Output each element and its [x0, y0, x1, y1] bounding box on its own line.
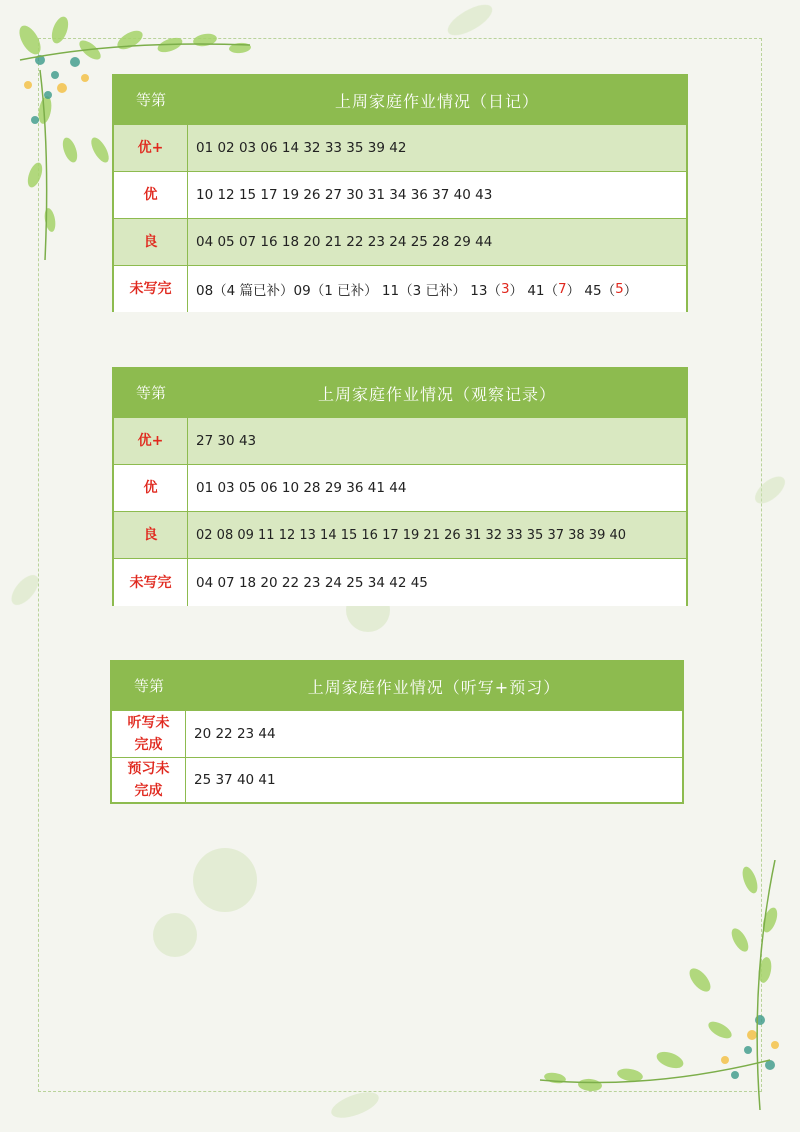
- student-numbers: 02 08 09 11 12 13 14 15 16 17 19 21 26 31 32 33 35 37 38 39 40: [196, 527, 627, 543]
- grade-label-line: 听写未: [127, 715, 170, 731]
- value-segment-red: 5: [615, 281, 624, 297]
- table-title: 上周家庭作业情况（听写+预习）: [307, 677, 561, 697]
- grade-label-line: 预习未: [127, 761, 170, 777]
- value-segment: ） 45（: [566, 283, 616, 299]
- student-numbers: 04 07 18 20 22 23 24 25 34 42 45: [196, 574, 428, 591]
- grade-label: 优+: [114, 418, 188, 464]
- value-segment-red: 3: [500, 281, 510, 297]
- student-numbers: [188, 266, 686, 312]
- table-header: [114, 76, 686, 124]
- table-title: 上周家庭作业情况（观察记录）: [317, 384, 556, 404]
- table-row: [114, 171, 686, 218]
- table-header: [114, 369, 686, 417]
- table-row: [112, 757, 682, 802]
- table-row: [112, 710, 682, 757]
- observation-homework-table: [112, 367, 688, 606]
- table-title: 上周家庭作业情况（日记）: [334, 91, 539, 111]
- table-row: [114, 511, 686, 558]
- grade-label: 优+: [114, 125, 188, 171]
- grade-label-line: 完成: [134, 737, 163, 753]
- table-header: [112, 662, 682, 710]
- dictation-preview-table: [110, 660, 684, 804]
- diary-homework-table: [112, 74, 688, 312]
- value-segment: 08（4 篇已补）09（1 已补） 11（3 已补） 13（: [196, 283, 501, 299]
- grade-label: [112, 758, 186, 802]
- table-row: [114, 124, 686, 171]
- student-numbers: 20 22 23 44: [194, 726, 276, 742]
- grade-label: 优: [114, 465, 188, 511]
- value-segment-red: 7: [558, 281, 567, 297]
- table-row: [114, 218, 686, 265]
- value-segment: ）: [623, 283, 638, 299]
- grade-label: [112, 711, 186, 757]
- table-row: [114, 265, 686, 312]
- student-numbers: 04 05 07 16 18 20 21 22 23 24 25 28 29 44: [196, 234, 493, 250]
- grade-label: 优: [114, 172, 188, 218]
- table-row: [114, 464, 686, 511]
- value-segment: ） 41（: [509, 283, 559, 299]
- grade-label-line: 完成: [134, 783, 163, 799]
- grade-label: 良: [114, 512, 188, 558]
- student-numbers: 01 03 05 06 10 28 29 36 41 44: [196, 480, 407, 496]
- student-numbers: 10 12 15 17 19 26 27 30 31 34 36 37 40 43: [196, 187, 493, 203]
- table-row: [114, 417, 686, 464]
- grade-label: 未写完: [114, 559, 188, 606]
- grade-column-header: 等第: [133, 677, 164, 695]
- grade-label: 良: [114, 219, 188, 265]
- grade-column-header: 等第: [135, 384, 166, 402]
- grade-label: 未写完: [114, 266, 188, 312]
- student-numbers: 25 37 40 41: [194, 772, 276, 788]
- table-row: [114, 558, 686, 606]
- student-numbers: 27 30 43: [196, 433, 257, 449]
- student-numbers: 01 02 03 06 14 32 33 35 39 42: [196, 140, 407, 156]
- grade-column-header: 等第: [135, 91, 166, 109]
